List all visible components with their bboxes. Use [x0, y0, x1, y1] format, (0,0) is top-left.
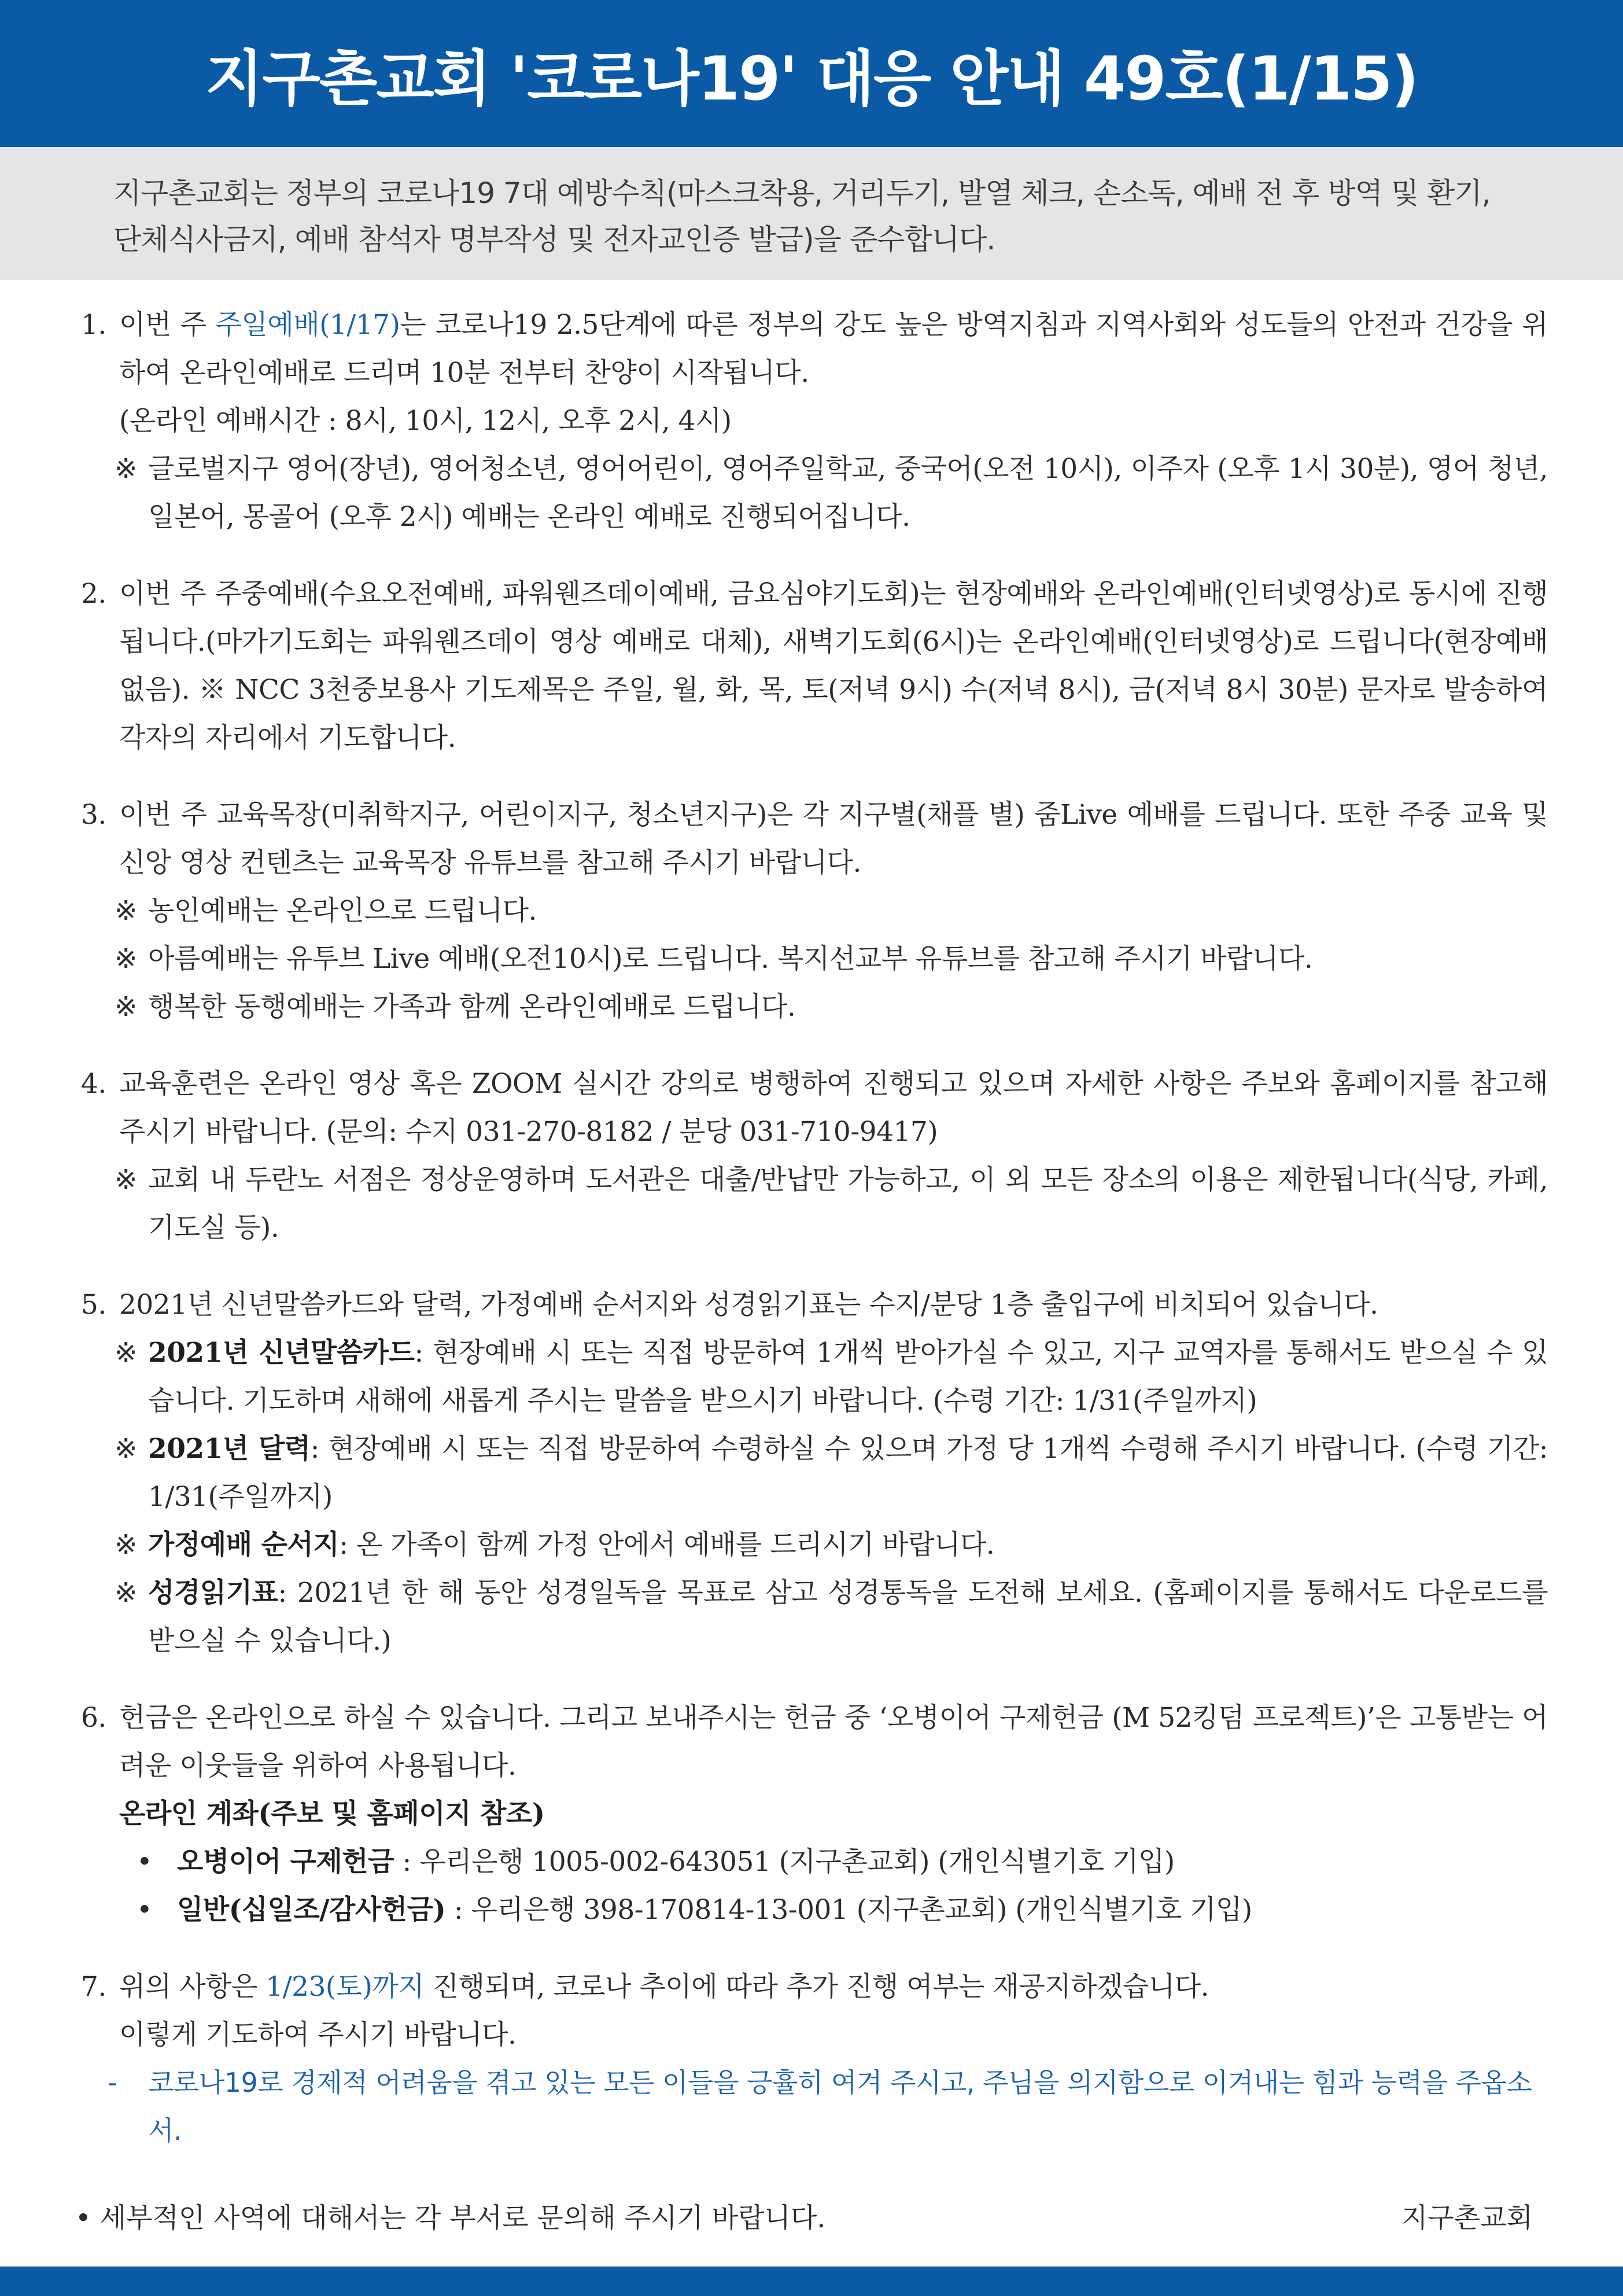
- intro-band: [0, 147, 1623, 280]
- note: ※ 교회 내 두란노 서점은 정상운영하며 도서관은 대출/반납만 가능하고, 이 외 모든 장소의 이용은 제한됩니다(식당, 카페, 기도실 등).: [81, 1156, 1548, 1252]
- page-title-banner: [0, 0, 1623, 147]
- sunday-service-highlight: 주일예배(1/17): [215, 309, 400, 341]
- note: ※ 농인예배는 온라인으로 드립니다.: [81, 887, 1548, 935]
- item-number: 1.: [81, 309, 106, 341]
- note: ※ 2021년 달력: 현장예배 시 또는 직접 방문하여 수령하실 수 있으며 가정 당 1개씩 수령해 주시기 바랍니다. (수령 기간: 1/31(주일까지): [81, 1425, 1548, 1521]
- service-times: (온라인 예배시간 : 8시, 10시, 12시, 오후 2시, 4시): [119, 405, 732, 437]
- reference-mark: ※: [115, 895, 137, 927]
- note: ※ 행복한 동행예배는 가족과 함께 온라인예배로 드립니다.: [81, 983, 1548, 1031]
- church-signature: 지구촌교회: [1401, 2202, 1533, 2234]
- item-number: 3.: [81, 799, 106, 831]
- note: ※ 글로벌지구 영어(장년), 영어청소년, 영어어린이, 영어주일학교, 중국어(오전 10시), 이주자 (오후 1시 30분), 영어 청년, 일본어, 몽골어 (오후 2시) 예배는 온라인 예배로 진행되어집니다.: [81, 445, 1548, 541]
- intro-text: 지구촌교회는 정부의 코로나19 7대 예방수칙(마스크착용, 거리두기, 발열 체크, 손소독, 예배 전 후 방역 및 환기, 단체식사금지, 예배 참석자 명부작성 및 전자교인증 발급)을 준수합니다.: [113, 176, 1491, 256]
- page-title: 지구촌교회 '코로나19' 대응 안내 49호(1/15): [205, 43, 1418, 114]
- reference-mark: ※: [115, 943, 137, 975]
- reference-mark: ※: [115, 1337, 137, 1369]
- note: ※ 성경읽기표: 2021년 한 해 동안 성경일독을 목표로 삼고 성경통독을 도전해 보세요. (홈페이지를 통해서도 다운로드를 받으실 수 있습니다.): [81, 1569, 1548, 1665]
- bullet: •: [137, 1894, 153, 1926]
- note: ※ 가정예배 순서지: 온 가족이 함께 가정 안에서 예배를 드리시기 바랍니다.: [81, 1521, 1548, 1569]
- notice-item-3: 3. 이번 주 교육목장(미취학지구, 어린이지구, 청소년지구)은 각 지구별(채플 별) 줌Live 예배를 드립니다. 또한 주중 교육 및 신앙 영상 컨텐츠는 교육목장 유튜브를 참고해 주시기 바랍니다. ※ 농인예배는 온라인으로 드립니다. ※ 아름예배는 유투브 Live 예배(오전10시)로 드립니다. 복지선교부 유튜브를 참고해 주시기 바랍니다. ※ 행복한 동행예배는 가족과 함께 온라인예배로 드립니다.: [81, 791, 1548, 1031]
- notice-item-2: 2. 이번 주 주중예배(수요오전예배, 파워웬즈데이예배, 금요심야기도회)는 현장예배와 온라인예배(인터넷영상)로 동시에 진행됩니다.(마가기도회는 파워웬즈데이 영상 예배로 대체), 새벽기도회(6시)는 온라인예배(인터넷영상)로 드립니다(현장예배 없음). ※ NCC 3천중보용사 기도제목은 주일, 월, 화, 목, 토(저녁 9시) 수(저녁 8시), 금(저녁 8시 30분) 문자로 발송하여 각자의 자리에서 기도합니다.: [81, 570, 1548, 762]
- reference-mark: ※: [115, 453, 137, 485]
- reference-mark: ※: [115, 1164, 137, 1196]
- item-number: 6.: [81, 1702, 106, 1734]
- reference-mark: ※: [115, 1433, 137, 1465]
- notice-item-4: 4. 교육훈련은 온라인 영상 혹은 ZOOM 실시간 강의로 병행하여 진행되고 있으며 자세한 사항은 주보와 홈페이지를 참고해 주시기 바랍니다. (문의: 수지 031-270-8182 / 분당 031-710-9417) ※ 교회 내 두란노 서점은 정상운영하며 도서관은 대출/반납만 가능하고, 이 외 모든 장소의 이용은 제한됩니다(식당, 카페, 기도실 등).: [81, 1060, 1548, 1252]
- reference-mark: ※: [115, 1577, 137, 1609]
- bullet: •: [137, 1846, 153, 1878]
- notice-item-5: 5. 2021년 신년말씀카드와 달력, 가정예배 순서지와 성경읽기표는 수지/분당 1층 출입구에 비치되어 있습니다. ※ 2021년 신년말씀카드: 현장예배 시 또는 직접 방문하여 1개씩 받아가실 수 있고, 지구 교역자를 통해서도 받으실 수 있습니다. 기도하며 새해에 새롭게 주시는 말씀을 받으시기 바랍니다. (수령 기간: 1/31(주일까지) ※ 2021년 달력: 현장예배 시 또는 직접 방문하여 수령하실 수 있으며 가정 당 1개씩 수령해 주시기 바랍니다. (수령 기간: 1/31(주일까지) ※ 가정예배 순서지: 온 가족이 함께 가정 안에서 예배를 드리시기 바랍니다. ※ 성경읽기표: 2021년 한 해 동안 성경일독을 목표로 삼고 성경통독을 도전해 보세요. (홈페이지를 통해서도 다운로드를 받으실 수 있습니다.): [81, 1281, 1548, 1665]
- prayer-text: - 코로나19로 경제적 어려움을 겪고 있는 모든 이들을 긍휼히 여겨 주시고, 주님을 의지함으로 이겨내는 힘과 능력을 주옵소서.: [108, 2067, 1532, 2146]
- bottom-bar: [0, 2266, 1623, 2296]
- note: ※ 2021년 신년말씀카드: 현장예배 시 또는 직접 방문하여 1개씩 받아가실 수 있고, 지구 교역자를 통해서도 받으실 수 있습니다. 기도하며 새해에 새롭게 주시는 말씀을 받으시기 바랍니다. (수령 기간: 1/31(주일까지): [81, 1329, 1548, 1425]
- account-row: • 일반(십일조/감사헌금) : 우리은행 398-170814-13-001 (지구촌교회) (개인식별기호 기입): [81, 1886, 1548, 1934]
- item-number: 5.: [81, 1289, 106, 1321]
- reference-mark: ※: [115, 1529, 137, 1561]
- footer: [75, 2195, 1533, 2242]
- item-number: 4.: [81, 1068, 106, 1100]
- item-number: 2.: [81, 578, 106, 610]
- note: ※ 아름예배는 유투브 Live 예배(오전10시)로 드립니다. 복지선교부 유튜브를 참고해 주시기 바랍니다.: [81, 935, 1548, 983]
- footer-note: • 세부적인 사역에 대해서는 각 부서로 문의해 주시기 바랍니다.: [75, 2202, 826, 2234]
- notice-item-6: 6. 헌금은 온라인으로 하실 수 있습니다. 그리고 보내주시는 헌금 중 ‘오병이어 구제헌금 (M 52킹덤 프로젝트)’은 고통받는 어려운 이웃들을 위하여 사용됩니다. 온라인 계좌(주보 및 홈페이지 참조) • 오병이어 구제헌금 : 우리은행 1005-002-643051 (지구촌교회) (개인식별기호 기입) • 일반(십일조/감사헌금) : 우리은행 398-170814-13-001 (지구촌교회) (개인식별기호 기입): [81, 1694, 1548, 1934]
- item-number: 7.: [81, 1971, 106, 2003]
- notice-item-7: 7. 위의 사항은 1/23(토)까지 진행되며, 코로나 추이에 따라 추가 진행 여부는 재공지하겠습니다. 이렇게 기도하여 주시기 바랍니다. - 코로나19로 경제적 어려움을 겪고 있는 모든 이들을 긍휼히 여겨 주시고, 주님을 의지함으로 이겨내는 힘과 능력을 주옵소서.: [81, 1963, 1548, 2155]
- reference-mark: ※: [115, 991, 137, 1023]
- notice-item-1: 1. 이번 주 주일예배(1/17)는 코로나19 2.5단계에 따른 정부의 강도 높은 방역지침과 지역사회와 성도들의 안전과 건강을 위하여 온라인예배로 드리며 10분 전부터 찬양이 시작됩니다. (온라인 예배시간 : 8시, 10시, 12시, 오후 2시, 4시) ※ 글로벌지구 영어(장년), 영어청소년, 영어어린이, 영어주일학교, 중국어(오전 10시), 이주자 (오후 1시 30분), 영어 청년, 일본어, 몽골어 (오후 2시) 예배는 온라인 예배로 진행되어집니다.: [81, 301, 1548, 541]
- deadline-highlight: 1/23(토)까지: [265, 1971, 425, 2003]
- accounts-title: 온라인 계좌(주보 및 홈페이지 참조): [119, 1798, 545, 1830]
- notice-list: [81, 301, 1548, 2184]
- account-row: • 오병이어 구제헌금 : 우리은행 1005-002-643051 (지구촌교회) (개인식별기호 기입): [81, 1838, 1548, 1886]
